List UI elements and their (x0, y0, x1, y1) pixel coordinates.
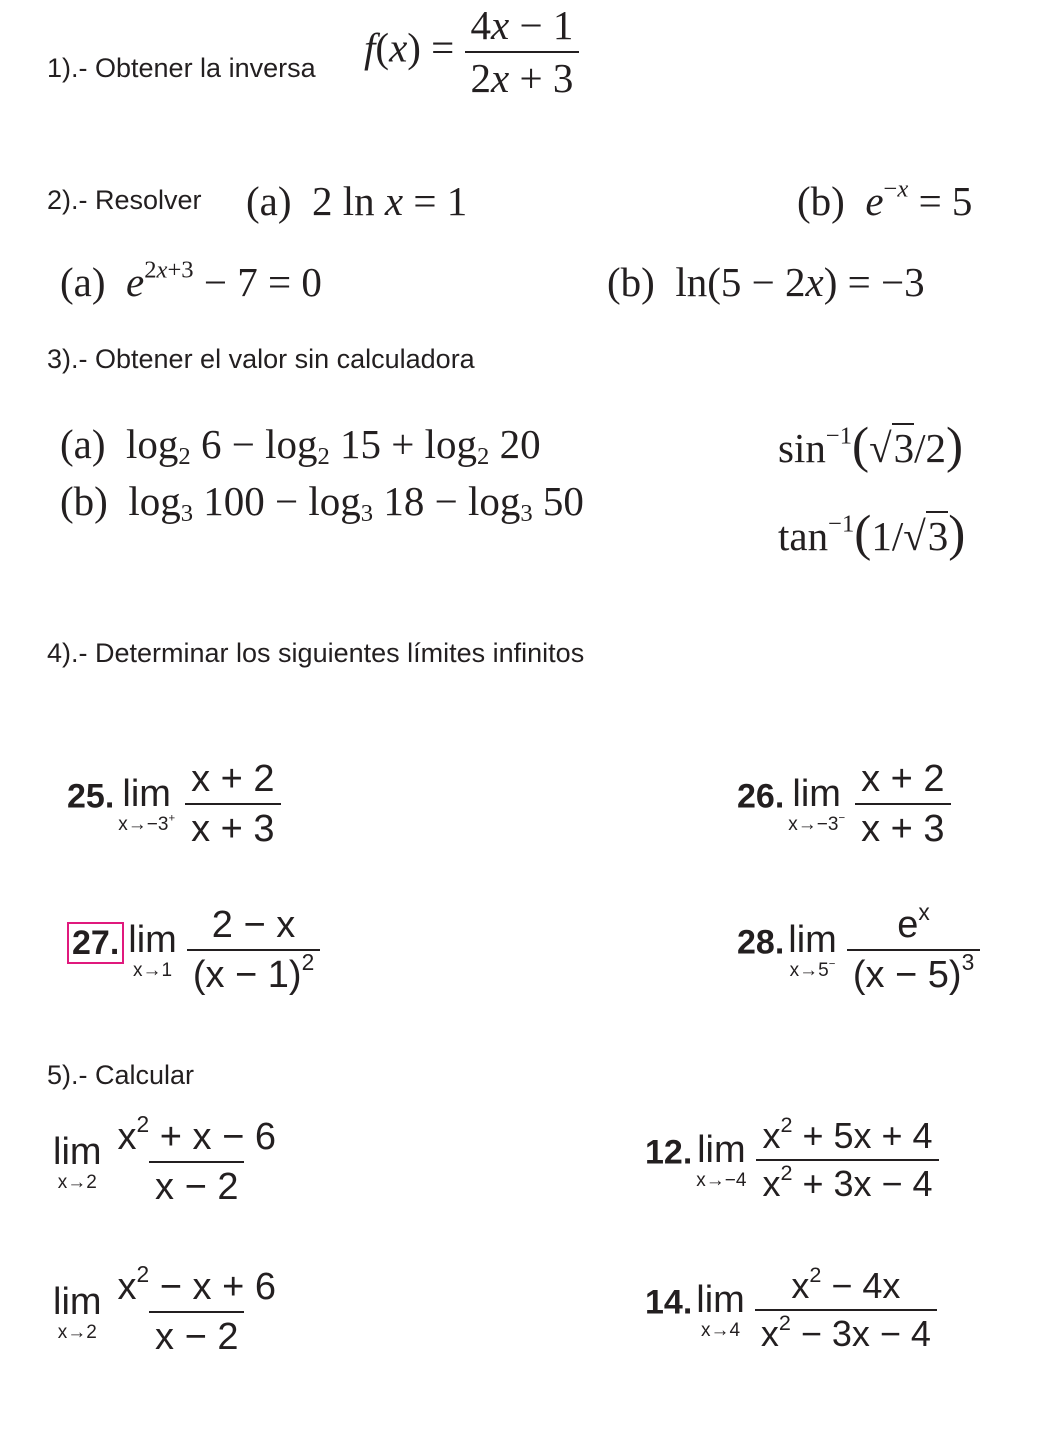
limit-5a: lim x→2 $\frac{x^2 + x - 6}{x - 2}$ (53, 1110, 276, 1208)
part-label: (a) (60, 259, 106, 305)
problem-14: 14. lim x→4 $\frac{x^2 - 4x}{x^2 - 3x - 4}$ (645, 1268, 937, 1352)
equation-2d: (b) ln(5 − 2x) = −3 (607, 259, 925, 305)
part-label: (b) (60, 478, 108, 524)
problem-25: 25. lim x→−3+ $\frac{x + 2}{x + 3}$ (67, 760, 281, 848)
problem-27: 27. lim x→1 $\frac{2 - x}{(x - 1)^2}$ (67, 906, 320, 994)
section-5-heading: 5).- Calcular (47, 1060, 195, 1090)
problem-number: 26. (737, 777, 785, 816)
function-fraction: $\frac{4x - 1}{2x + 3}$ (465, 5, 580, 99)
equation-2c: (a) $e^{2x+3} - 7 = 0$ (60, 256, 322, 305)
limit-5b: lim x→2 $\frac{x^2 - x + 6}{x - 2}$ (53, 1260, 276, 1358)
expression-3b: (b) $\log_3 100 - \log_3 18 - \log_3 50$ (60, 478, 584, 528)
problem-26: 26. lim x→−3− $\frac{x + 2}{x + 3}$ (737, 760, 951, 848)
problem-number: 25. (67, 777, 115, 816)
expression-3a: (a) $\log_2 6 - \log_2 15 + \log_2 20$ (60, 421, 541, 471)
part-label: (a) (246, 178, 292, 224)
part-label: (b) (797, 178, 845, 224)
expression-arctan: $\tan^{-1}(1/√3)$ (778, 505, 966, 562)
equation-2a: (a) 2 ln x = 1 (246, 178, 468, 224)
inverse-function-formula: f(x) = $\frac{4x - 1}{2x + 3}$ (364, 5, 579, 99)
problem-number: 28. (737, 923, 785, 962)
part-label: (a) (60, 421, 106, 467)
section-1-heading: 1).- Obtener la inversa (47, 53, 316, 83)
problem-number: 14. (645, 1283, 693, 1322)
section-4-heading: 4).- Determinar los siguientes límites infinitos (47, 638, 585, 668)
problem-12: 12. lim x→−4 $\frac{x^2 + 5x + 4}{x^2 + 3x - 4}$ (645, 1118, 939, 1202)
part-label: (b) (607, 259, 655, 305)
problem-number-highlighted: 27. (67, 922, 124, 964)
equation-2b: (b) $e^{-x} = 5$ (797, 175, 973, 224)
expression-arcsin: $\sin^{-1}(√3/2)$ (778, 417, 964, 474)
section-2-heading: 2).- Resolver (47, 185, 202, 215)
problem-28: 28. lim x→5− $\frac{e^x}{(x - 5)^3}$ (737, 906, 980, 994)
problem-number: 12. (645, 1133, 693, 1172)
section-3-heading: 3).- Obtener el valor sin calculadora (47, 344, 475, 374)
